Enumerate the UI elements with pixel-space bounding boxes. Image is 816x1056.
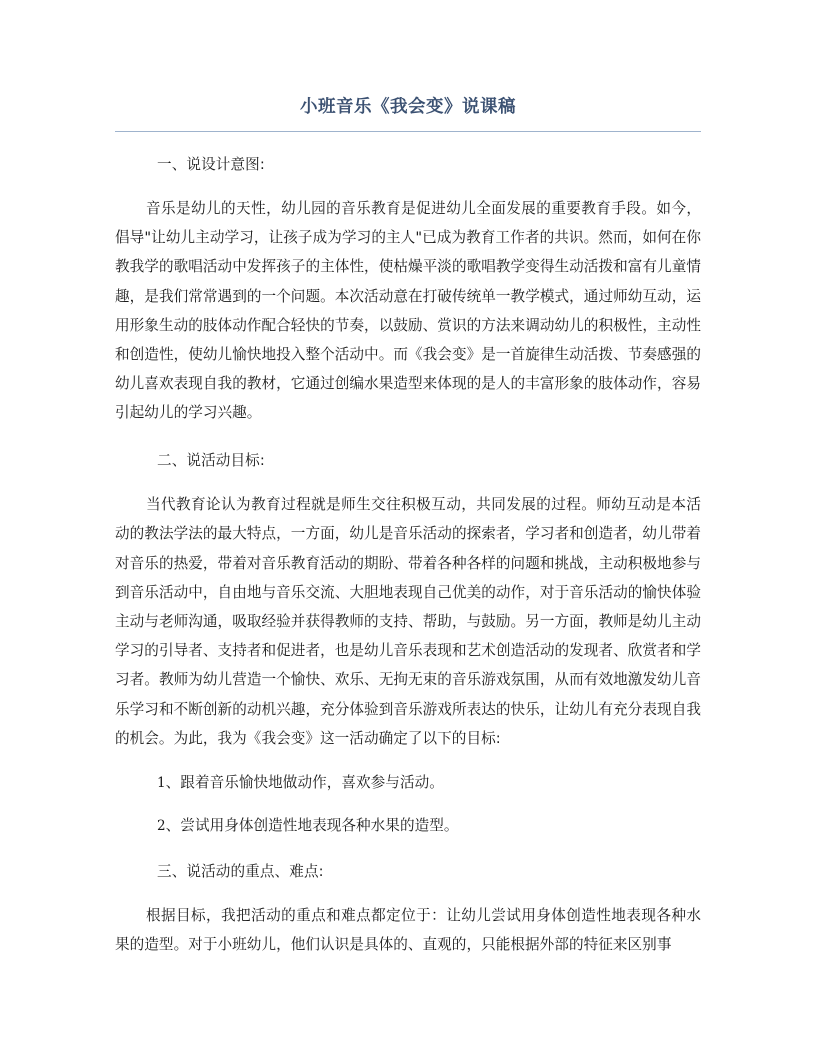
list-item-marker-1: 、 xyxy=(165,773,181,791)
list-item-text-2: 尝试用身体创造性地表现各种水果的造型。 xyxy=(180,817,459,835)
list-item-marker-2: 、 xyxy=(165,817,181,835)
list-item xyxy=(115,753,701,796)
page-title: 小班音乐《我会变》说课稿 xyxy=(300,97,516,117)
list-item-number-2: 2 xyxy=(157,818,166,835)
section-3-paragraph-1: 根据目标，我把活动的重点和难点都定位于：让幼儿尝试用身体创造性地表现各种水果的造型。对于小班幼儿，他们认识是具体的、直观的，只能根据外部的特征来区别事 xyxy=(115,907,701,954)
document-content xyxy=(115,0,701,959)
section-heading-1: 一、说设计意图: xyxy=(157,155,265,173)
section-1-paragraph-1: 音乐是幼儿的天性，幼儿园的音乐教育是促进幼儿全面发展的重要教育手段。如今，倡导"让幼儿主动学习，让孩子成为学习的主人"已成为教育工作者的共识。然而，如何在你教我学的歌唱活动中发挥孩子的主体性，使枯燥平淡的歌唱教学变得生动活拨和富有儿童情趣，是我们常常遇到的一个问题。本次活动意在打破传统单一教学模式，通过师幼互动，运用形象生动的肢体动作配合轻快的节奏，以鼓励、赏识的方法来调动幼儿的积极性，主动性和创造性，使幼儿愉快地投入整个活动中。而《我会变》是一首旋律生动活拨、节奏感强的幼儿喜欢表现自我的教材，它通过创编水果造型来体现的是人的丰富形象的肢体动作，容易引起幼儿的学习兴趣。 xyxy=(115,200,701,422)
section-heading-3: 三、说活动的重点、难点: xyxy=(157,863,324,881)
section-2-paragraph-1: 当代教育论认为教育过程就是师生交往积极互动，共同发展的过程。师幼互动是本活动的教法学法的最大特点，一方面，幼儿是音乐活动的探索者，学习者和创造者，幼儿带着对音乐的热爱，带着对音乐教育活动的期盼、带着各种各样的问题和挑战，主动积极地参与到音乐活动中，自由地与音乐交流、大胆地表现自己优美的动作，对于音乐活动的愉快体验主动与老师沟通，吸取经验并获得教师的支持、帮助，与鼓励。另一方面，教师是幼儿主动学习的引导者、支持者和促进者，也是幼儿音乐表现和艺术创造活动的发现者、欣赏者和学习者。教师为幼儿营造一个愉快、欢乐、无拘无束的音乐游戏氛围，从而有效地激发幼儿音乐学习和不断创新的动机兴趣，充分体验到音乐游戏所表达的快乐，让幼儿有充分表现自我的机会。为此，我为《我会变》这一活动确定了以下的目标: xyxy=(115,496,701,747)
list-item xyxy=(115,796,701,839)
list-item-text-1: 跟着音乐愉快地做动作，喜欢参与活动。 xyxy=(180,773,444,791)
list-item-number-1: 1 xyxy=(157,774,166,791)
section-heading-2: 二、说活动目标: xyxy=(157,451,265,469)
